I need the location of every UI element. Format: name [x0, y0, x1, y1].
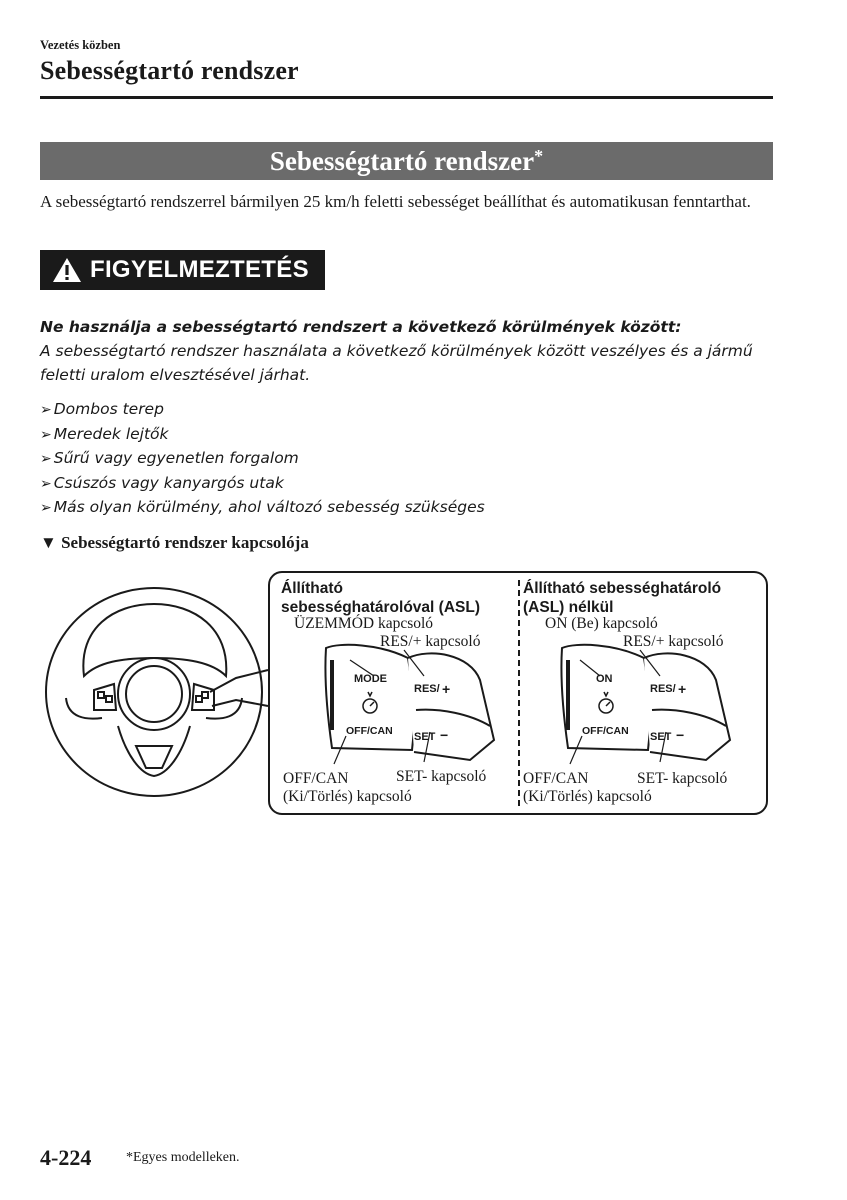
offcan-button-label: OFF/CAN	[582, 725, 629, 737]
right-panel-title-line1: Állítható sebességhatároló	[523, 580, 722, 597]
bullet-arrow-icon: ➢	[40, 402, 52, 418]
bullet-arrow-icon: ➢	[40, 426, 52, 443]
on-button-label: ON	[596, 673, 613, 685]
left-switch-panel	[320, 640, 510, 780]
section-asterisk: *	[534, 146, 544, 166]
offcan-label-left-b: (Ki/Törlés) kapcsoló	[283, 788, 412, 805]
mode-button-label: MODE	[354, 673, 387, 685]
warning-banner	[40, 250, 325, 290]
left-panel-title-line2: sebességhatárolóval (ASL)	[281, 599, 480, 616]
intro-paragraph: A sebességtartó rendszerrel bármilyen 25 km/h feletti sebességet beállíthat és automatikusan fenntarthat.	[40, 192, 751, 211]
offcan-label-left-a: OFF/CAN	[283, 770, 349, 787]
res-switch-label-left: RES/+ kapcsoló	[380, 633, 481, 650]
warning-triangle-icon	[52, 257, 82, 283]
svg-text:+: +	[678, 681, 687, 697]
warning-list	[40, 397, 485, 520]
bullet-arrow-icon: ➢	[40, 475, 52, 492]
svg-text:−: −	[440, 727, 449, 743]
list-item: ➢ Sűrű vagy egyenetlen forgalom	[40, 449, 299, 468]
warning-label: FIGYELMEZTETÉS	[90, 256, 309, 283]
set-button-label: SET	[414, 731, 436, 743]
res-button-label: RES/	[414, 683, 440, 695]
res-switch-label-right: RES/+ kapcsoló	[623, 633, 724, 650]
bullet-arrow-icon: ➢	[40, 500, 52, 517]
offcan-label-right-a: OFF/CAN	[523, 770, 589, 787]
list-item: ➢ Más olyan körülmény, ahol változó sebesség szükséges	[40, 498, 485, 517]
list-item: ➢ Csúszós vagy kanyargós utak	[40, 473, 284, 492]
list-item: ➢ Meredek lejtők	[40, 424, 169, 443]
svg-text:+: +	[442, 681, 451, 697]
panel-divider	[518, 580, 520, 806]
title-divider	[40, 96, 773, 99]
mode-switch-label: ÜZEMMÓD kapcsoló	[294, 615, 434, 632]
page-number: 4-224	[40, 1145, 92, 1170]
svg-text:−: −	[676, 727, 685, 743]
res-button-label: RES/	[650, 683, 676, 695]
list-item: ➢ Dombos terep	[40, 400, 164, 418]
offcan-button-label: OFF/CAN	[346, 725, 393, 737]
right-panel-title-line2: (ASL) nélkül	[523, 599, 614, 616]
bullet-arrow-icon: ➢	[40, 451, 52, 468]
switch-subheading	[40, 533, 309, 553]
triangle-down-icon: ▼	[40, 533, 57, 552]
page-title: Sebességtartó rendszer	[40, 56, 299, 85]
section-title: Sebességtartó rendszer	[269, 146, 535, 176]
breadcrumb: Vezetés közben	[40, 38, 121, 52]
left-panel-title-line1: Állítható	[281, 580, 343, 597]
set-button-label: SET	[650, 731, 672, 743]
set-label-right: SET- kapcsoló	[637, 770, 728, 787]
warning-heading: Ne használja a sebességtartó rendszert a következő körülmények között:	[40, 318, 682, 336]
offcan-label-right-b: (Ki/Törlés) kapcsoló	[523, 788, 652, 805]
footnote: *Egyes modelleken.	[126, 1150, 240, 1165]
on-switch-label: ON (Be) kapcsoló	[545, 615, 658, 632]
switch-subheading-title: Sebességtartó rendszer kapcsolója	[61, 533, 309, 552]
steering-wheel-illustration	[36, 578, 276, 808]
set-label-left: SET- kapcsoló	[396, 768, 487, 785]
warning-text: A sebességtartó rendszer használata a következő körülmények között veszélyes és a jármű feletti uralom elvesztésével járhat.	[40, 342, 753, 384]
right-switch-panel	[556, 640, 746, 780]
section-banner	[40, 142, 773, 180]
